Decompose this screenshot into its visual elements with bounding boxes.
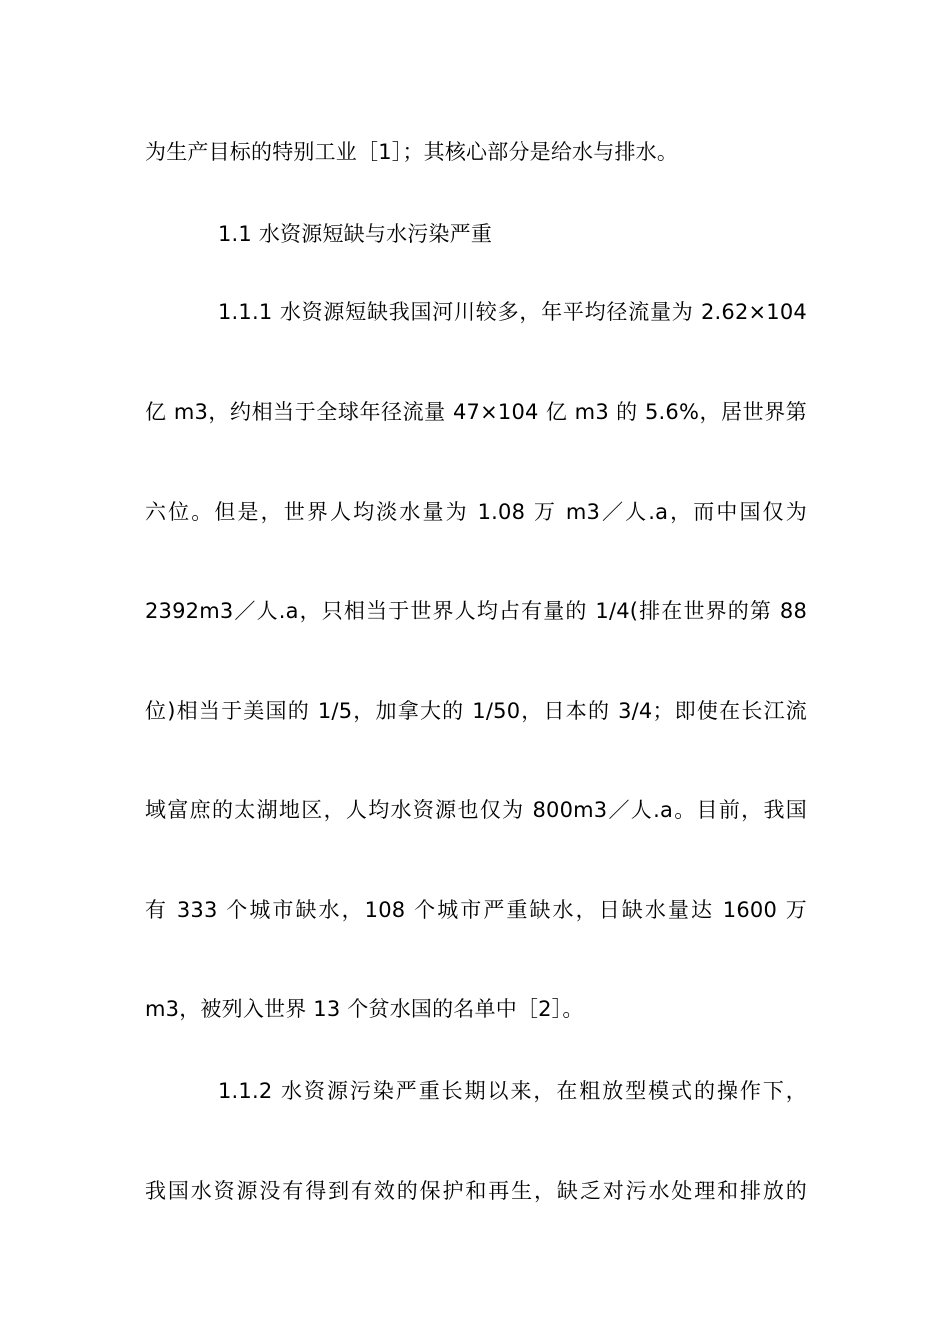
text-line: 六位。但是，世界人均淡水量为 1.08 万 m3／人.a，而中国仅为 [145, 500, 807, 524]
text-line: 为生产目标的特别工业［1］；其核心部分是给水与排水。 [145, 140, 679, 164]
text-line: 亿 m3，约相当于全球年径流量 47×104 亿 m3 的 5.6%，居世界第 [145, 400, 807, 424]
text-line: m3，被列入世界 13 个贫水国的名单中［2］。 [145, 997, 584, 1021]
subsection-heading-line: 1.1.1 水资源短缺我国河川较多，年平均径流量为 2.62×104 [218, 300, 807, 324]
text-line: 位)相当于美国的 1/5，加拿大的 1/50，日本的 3/4；即使在长江流 [145, 699, 807, 723]
subsection-heading-line: 1.1.2 水资源污染严重长期以来，在粗放型模式的操作下， [218, 1079, 807, 1103]
text-line: 2392m3／人.a，只相当于世界人均占有量的 1/4(排在世界的第 88 [145, 599, 807, 623]
text-line: 有 333 个城市缺水，108 个城市严重缺水，日缺水量达 1600 万 [145, 898, 807, 922]
text-line: 域富庶的太湖地区，人均水资源也仅为 800m3／人.a。目前，我国 [145, 798, 807, 822]
text-line: 我国水资源没有得到有效的保护和再生，缺乏对污水处理和排放的 [145, 1179, 807, 1203]
section-heading: 1.1 水资源短缺与水污染严重 [218, 222, 493, 246]
